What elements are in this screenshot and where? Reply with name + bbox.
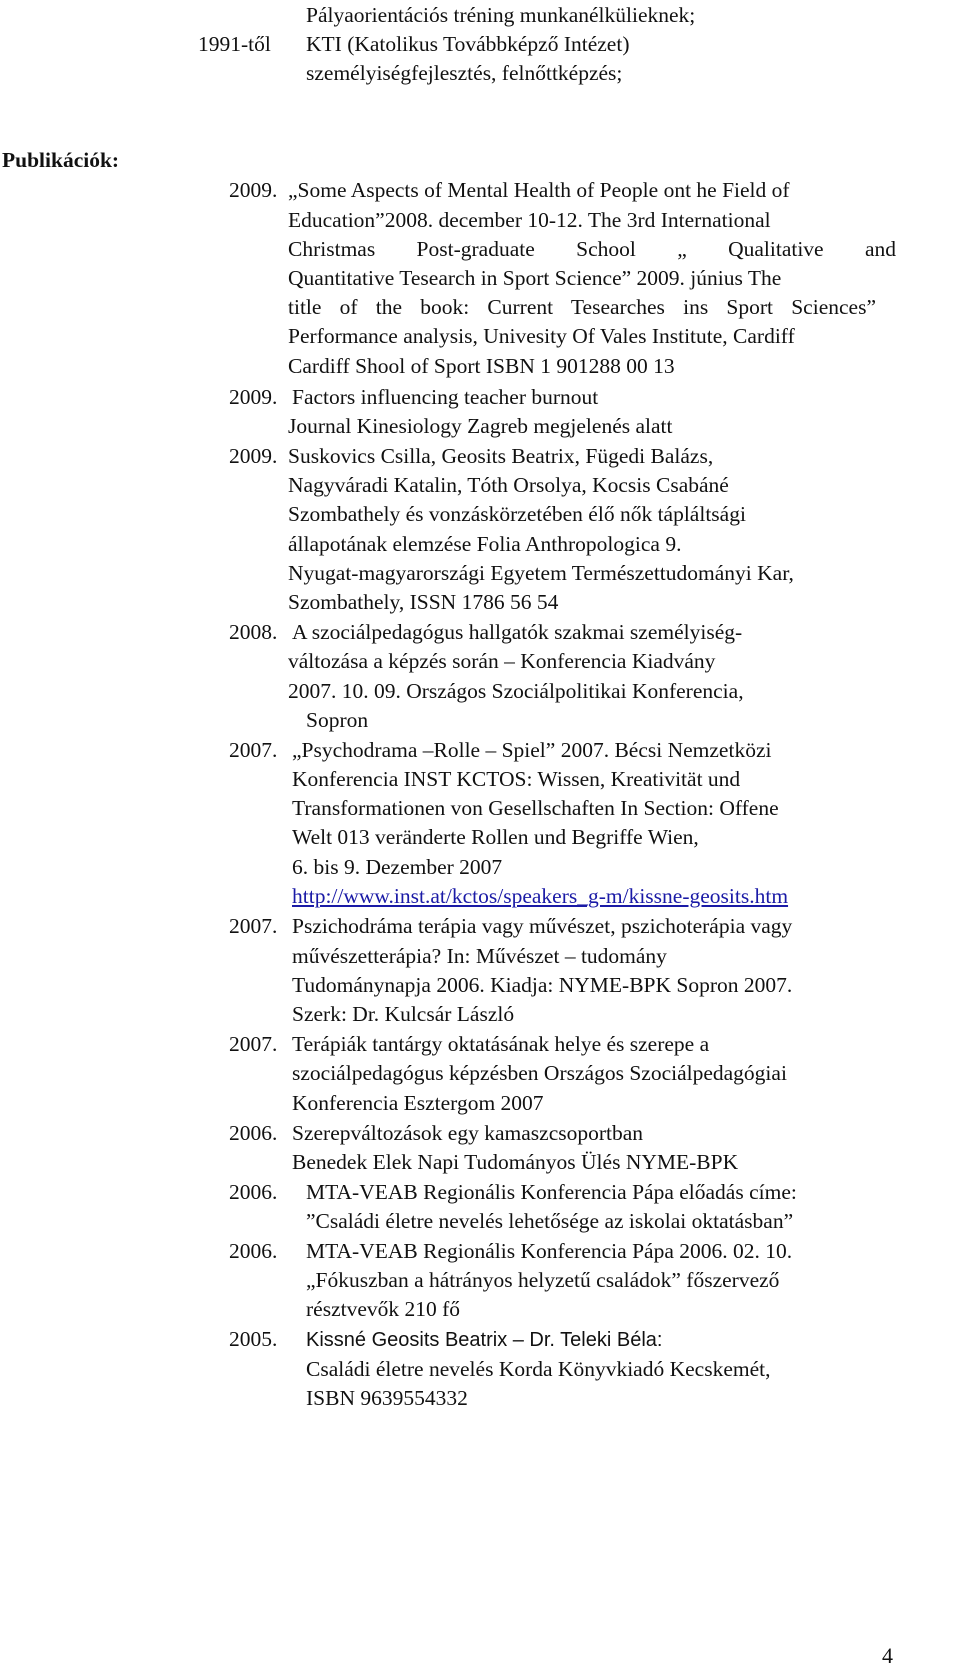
entry-line: változása a képzés során – Konferencia Kiadvány bbox=[288, 649, 716, 673]
entry-year: 2006. bbox=[229, 1121, 278, 1145]
entry-line: Transformationen von Gesellschaften In Section: Offene bbox=[292, 796, 779, 820]
entry-line: Kissné Geosits Beatrix – Dr. Teleki Béla: bbox=[306, 1329, 663, 1351]
entry-line: Tudománynapja 2006. Kiadja: NYME-BPK Sopron 2007. bbox=[292, 973, 793, 997]
entry-line: Szombathely, ISSN 1786 56 54 bbox=[288, 590, 559, 614]
entry-line: Sopron bbox=[306, 708, 369, 732]
entry-line: „Psychodrama –Rolle – Spiel” 2007. Bécsi Nemzetközi bbox=[292, 738, 772, 762]
entry-line: Konferencia Esztergom 2007 bbox=[292, 1091, 544, 1115]
entry-line: Terápiák tantárgy oktatásának helye és szerepe a bbox=[292, 1032, 710, 1056]
page-number: 4 bbox=[882, 1643, 893, 1668]
entry-line: A szociálpedagógus hallgatók szakmai személyiség- bbox=[292, 620, 743, 644]
entry-line: Welt 013 veränderte Rollen und Begriffe Wien, bbox=[292, 825, 699, 849]
entry-line: „Fókuszban a hátrányos helyzetű családok” főszervező bbox=[306, 1268, 780, 1292]
entry-line: title of the book: Current Tesearches ins Sport Sciences” bbox=[288, 295, 876, 319]
entry-line: „Some Aspects of Mental Health of People ont he Field of bbox=[288, 178, 790, 202]
entry-line: Cardiff Shool of Sport ISBN 1 901288 00 13 bbox=[288, 354, 675, 378]
entry-line: Benedek Elek Napi Tudományos Ülés NYME-BPK bbox=[292, 1150, 739, 1174]
entry-line: Pszichodráma terápia vagy művészet, pszichoterápia vagy bbox=[292, 914, 793, 938]
entry-line: résztvevők 210 fő bbox=[306, 1297, 461, 1321]
entry-year: 2005. bbox=[229, 1327, 278, 1351]
entry-line: Factors influencing teacher burnout bbox=[292, 385, 599, 409]
entry-line: ”Családi életre nevelés lehetősége az iskolai oktatásban” bbox=[306, 1209, 794, 1233]
entry-line: MTA-VEAB Regionális Konferencia Pápa előadás címe: bbox=[306, 1180, 797, 1204]
entry-year: 2007. bbox=[229, 914, 278, 938]
entry-line: Nagyváradi Katalin, Tóth Orsolya, Kocsis Csabáné bbox=[288, 473, 729, 497]
entry-line: Konferencia INST KCTOS: Wissen, Kreativität und bbox=[292, 767, 741, 791]
entry-line: 2007. 10. 09. Országos Szociálpolitikai Konferencia, bbox=[288, 679, 744, 703]
entry-year: 2007. bbox=[229, 1032, 278, 1056]
entry-line: 6. bis 9. Dezember 2007 bbox=[292, 855, 503, 879]
entry-line: Nyugat-magyarországi Egyetem Természettudományi Kar, bbox=[288, 561, 794, 585]
publication-link[interactable]: http://www.inst.at/kctos/speakers_g-m/kissne-geosits.htm bbox=[292, 884, 789, 908]
entry-year: 2009. bbox=[229, 444, 278, 468]
entry-line: művészetterápia? In: Művészet – tudomány bbox=[292, 944, 667, 968]
entry-line: Suskovics Csilla, Geosits Beatrix, Fügedi Balázs, bbox=[288, 444, 714, 468]
entry-line: szociálpedagógus képzésben Országos Szociálpedagógiai bbox=[292, 1061, 787, 1085]
entry-year: 2009. bbox=[229, 385, 278, 409]
top-year: 1991-től bbox=[198, 32, 271, 56]
entry-year: 2008. bbox=[229, 620, 278, 644]
top-line-3: személyiségfejlesztés, felnőttképzés; bbox=[306, 61, 623, 85]
entry-line: Szerk: Dr. Kulcsár László bbox=[292, 1002, 515, 1026]
top-line-2: KTI (Katolikus Továbbképző Intézet) bbox=[306, 32, 630, 56]
entry-line: MTA-VEAB Regionális Konferencia Pápa 2006. 02. 10. bbox=[306, 1239, 793, 1263]
entry-line: állapotának elemzése Folia Anthropologica 9. bbox=[288, 532, 682, 556]
entry-year: 2006. bbox=[229, 1239, 278, 1263]
entry-line: Performance analysis, Univesity Of Vales Institute, Cardiff bbox=[288, 324, 795, 348]
entry-year: 2006. bbox=[229, 1180, 278, 1204]
entry-line: Journal Kinesiology Zagreb megjelenés alatt bbox=[288, 414, 673, 438]
entry-line: Quantitative Tesearch in Sport Science” 2009. június The bbox=[288, 266, 782, 290]
entry-line: Education”2008. december 10-12. The 3rd International bbox=[288, 208, 771, 232]
top-line-1: Pályaorientációs tréning munkanélkülieknek; bbox=[306, 3, 696, 27]
section-title: Publikációk: bbox=[2, 148, 120, 172]
entry-line: Szerepváltozások egy kamaszcsoportban bbox=[292, 1121, 644, 1145]
entry-line: Christmas Post-graduate School „ Qualitative and bbox=[288, 237, 896, 261]
entry-year: 2007. bbox=[229, 738, 278, 762]
entry-year: 2009. bbox=[229, 178, 278, 202]
entry-line: Szombathely és vonzáskörzetében élő nők tápláltsági bbox=[288, 502, 746, 526]
entry-line: ISBN 9639554332 bbox=[306, 1386, 468, 1410]
entry-line: Családi életre nevelés Korda Könyvkiadó Kecskemét, bbox=[306, 1357, 771, 1381]
